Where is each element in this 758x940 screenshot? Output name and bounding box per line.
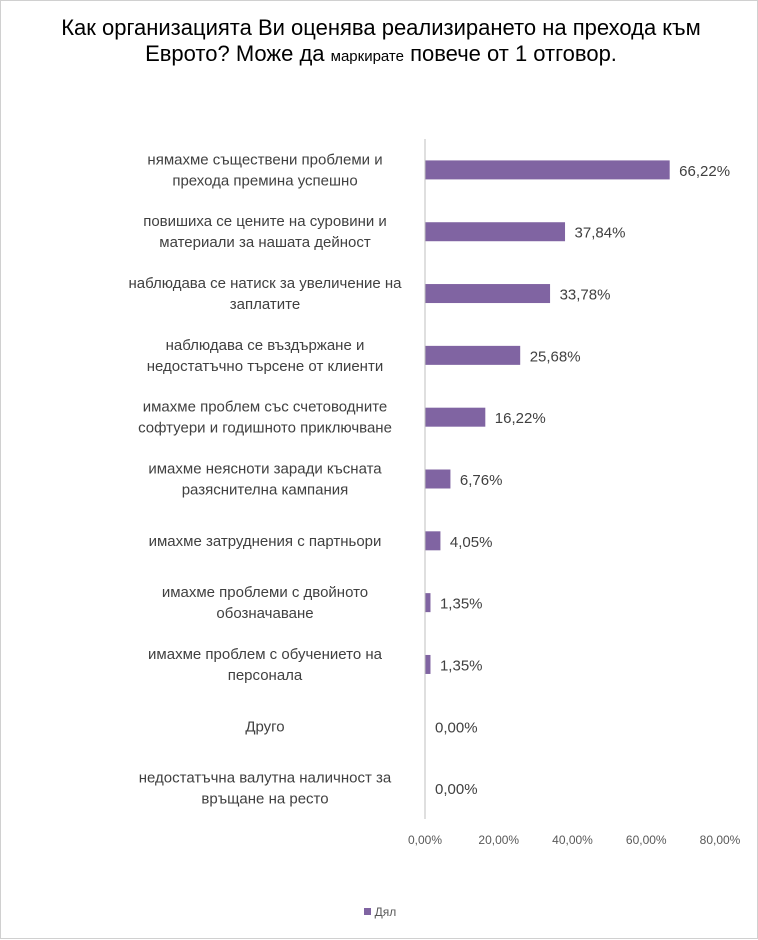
x-tick-label: 0,00%	[407, 833, 443, 847]
bar	[426, 222, 566, 241]
category-label: обозначаване	[216, 605, 314, 623]
chart-title-part1: Как организацията Ви оценява реализирането на прехода към Еврото? Може да	[61, 15, 701, 66]
category-label: имахме затруднения с партньори	[148, 532, 382, 550]
bar	[426, 160, 670, 179]
category-label: повишиха се цените на суровини и	[143, 213, 387, 231]
data-label: 16,22%	[494, 410, 546, 428]
legend-swatch	[364, 908, 371, 915]
category-label: имахме проблем с обучението на	[148, 645, 382, 663]
data-label: 1,35%	[439, 657, 483, 675]
category-label: заплатите	[229, 296, 301, 314]
x-tick-label: 60,00%	[625, 833, 667, 847]
bar	[426, 284, 551, 303]
category-label: прехода премина успешно	[172, 172, 358, 190]
data-label: 33,78%	[559, 286, 611, 304]
chart-title-part2: маркирате	[330, 48, 404, 65]
category-label: материали за нашата дейност	[159, 234, 371, 252]
category-label: недостатъчно търсене от клиенти	[146, 357, 384, 375]
category-label: имахме проблем със счетоводните	[142, 398, 388, 416]
bar	[426, 655, 431, 674]
x-tick-label: 20,00%	[478, 833, 520, 847]
category-label: наблюдава се натиск за увеличение на	[128, 275, 402, 293]
category-label: Друго	[245, 718, 285, 736]
x-tick-label: 40,00%	[552, 833, 593, 847]
data-label: 4,05%	[449, 533, 493, 551]
data-label: 25,68%	[529, 348, 581, 366]
x-tick-label: 80,00%	[699, 833, 741, 847]
data-label: 0,00%	[435, 719, 478, 737]
data-label: 1,35%	[439, 595, 483, 613]
data-label: 37,84%	[574, 224, 626, 242]
legend	[1, 905, 758, 919]
data-label: 66,22%	[679, 162, 731, 180]
data-label: 6,76%	[459, 472, 503, 489]
category-label: разяснителна кампания	[181, 481, 349, 499]
bar	[426, 531, 441, 550]
bar	[426, 346, 521, 365]
bar	[426, 470, 451, 489]
data-label: 0,00%	[435, 781, 478, 799]
category-label: нямахме съществени проблеми и	[147, 151, 383, 169]
category-label: имахме проблеми с двойното	[161, 584, 369, 602]
bar-chart	[1, 1, 758, 940]
legend-label: Дял	[374, 905, 397, 919]
category-label: имахме неясноти заради късната	[148, 460, 382, 478]
bar	[426, 593, 431, 612]
category-label: наблюдава се въздържане и	[165, 336, 365, 354]
category-label: връщане на ресто	[201, 790, 329, 808]
bar	[426, 408, 486, 427]
category-label: персонала	[227, 666, 303, 684]
category-label: софтуери и годишното приключване	[138, 419, 392, 437]
category-label: недостатъчна валутна наличност за	[138, 769, 392, 787]
chart-title-part3: повече от 1 отговор.	[403, 41, 617, 66]
